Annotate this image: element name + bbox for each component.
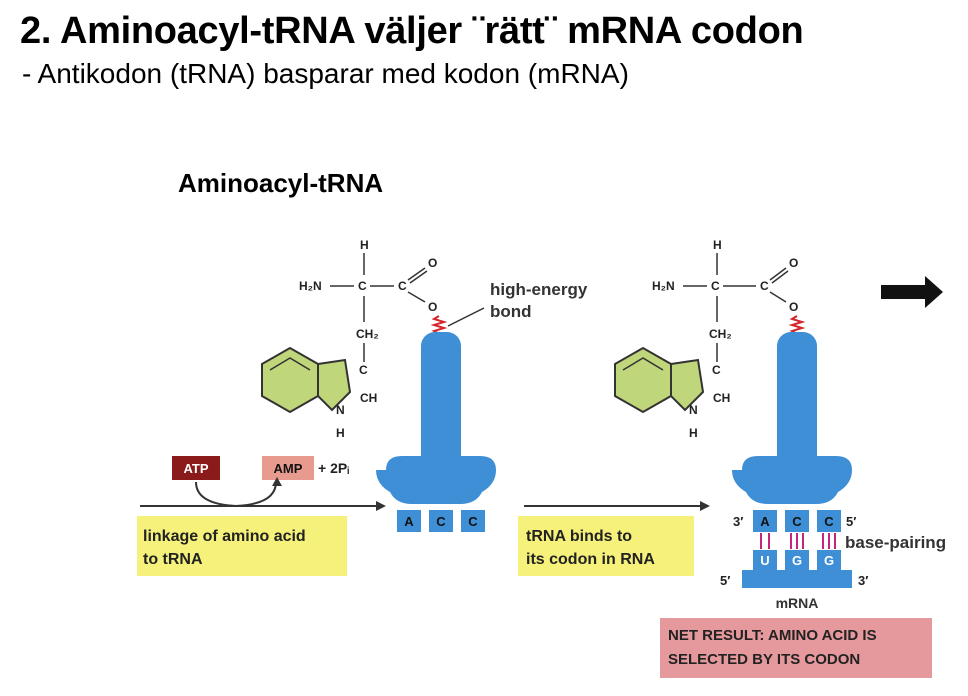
aa-c-alpha: C <box>358 279 367 293</box>
indole-ring-left <box>262 348 350 412</box>
anticodon-right-1: A <box>760 514 770 529</box>
anticodon-right-3: C <box>824 514 834 529</box>
mrna-5prime: 5′ <box>720 573 731 588</box>
net-result-line2: SELECTED BY ITS CODON <box>668 651 861 668</box>
aa-ring-h: H <box>336 426 345 440</box>
net-result-line1: NET RESULT: AMINO ACID IS <box>668 627 877 644</box>
step2-line2: its codon in RNA <box>526 551 655 568</box>
codon-1: U <box>760 553 770 568</box>
aa-o-double: O <box>428 256 438 270</box>
aa-r-ring-c: C <box>712 363 721 377</box>
mrna-label: mRNA <box>775 595 819 611</box>
base-pairing-label: base-pairing <box>845 533 947 552</box>
high-energy-label-1: high-energy <box>490 280 588 299</box>
anticodon-right-2: C <box>792 514 802 529</box>
anticodon-left-1: A <box>404 514 414 529</box>
step2-box <box>518 516 694 576</box>
amino-acid-left <box>299 238 437 440</box>
aa-r-c-carbonyl: C <box>760 279 769 293</box>
step1-box <box>137 516 347 576</box>
base-pair-lines <box>761 533 835 549</box>
step1-line1: linkage of amino acid <box>143 528 306 545</box>
atp-label: ATP <box>183 461 209 476</box>
net-result-box <box>660 618 932 678</box>
aa-r-ring-h: H <box>689 426 698 440</box>
aa-r-h-top: H <box>713 238 722 252</box>
codon-3: G <box>823 553 835 568</box>
aa-ch2: CH₂ <box>356 327 379 341</box>
trna-5prime: 5′ <box>846 514 857 529</box>
aa-h-top: H <box>360 238 369 252</box>
codon-2: G <box>791 553 803 568</box>
aa-r-o-ester: O <box>789 300 799 314</box>
aa-o-ester: O <box>428 300 438 314</box>
bond-right <box>792 316 802 334</box>
step1-line2: to tRNA <box>143 551 203 568</box>
high-energy-bond <box>434 280 588 334</box>
amino-acid-right <box>652 238 798 440</box>
step2-line1: tRNA binds to <box>526 528 633 545</box>
arrow-right-icon <box>881 276 943 308</box>
high-energy-label-2: bond <box>490 302 532 321</box>
aa-r-ring-ch: CH <box>713 391 731 405</box>
trna-left <box>376 332 496 532</box>
section-label: Aminoacyl-tRNA <box>178 168 384 198</box>
slide-title: 2. Aminoacyl-tRNA väljer ¨rätt¨ mRNA codon <box>20 10 804 52</box>
anticodon-left-3: C <box>468 514 478 529</box>
slide-subtitle: - Antikodon (tRNA) basparar med kodon (mRNA) <box>22 58 629 89</box>
aa-r-o-double: O <box>789 256 799 270</box>
step2-arrow <box>524 501 710 511</box>
trna-3prime: 3′ <box>733 514 744 529</box>
aa-r-h2n: H₂N <box>652 279 675 293</box>
amp-label: AMP <box>273 461 303 476</box>
aa-c-carbonyl: C <box>398 279 407 293</box>
aa-r-ring-n: N <box>689 403 698 417</box>
mrna-strand <box>742 570 852 588</box>
indole-ring-right <box>615 348 703 412</box>
aa-r-ch2: CH₂ <box>709 327 732 341</box>
anticodon-left-2: C <box>436 514 446 529</box>
plus-2pi: + 2Pᵢ <box>318 460 350 476</box>
aa-ring-ch: CH <box>360 391 378 405</box>
aa-ring-c: C <box>359 363 368 377</box>
mrna-3prime: 3′ <box>858 573 869 588</box>
aa-r-c-alpha: C <box>711 279 720 293</box>
aa-h2n: H₂N <box>299 279 322 293</box>
aa-ring-n: N <box>336 403 345 417</box>
atp-amp-reaction <box>140 456 386 511</box>
trna-right <box>732 332 852 532</box>
